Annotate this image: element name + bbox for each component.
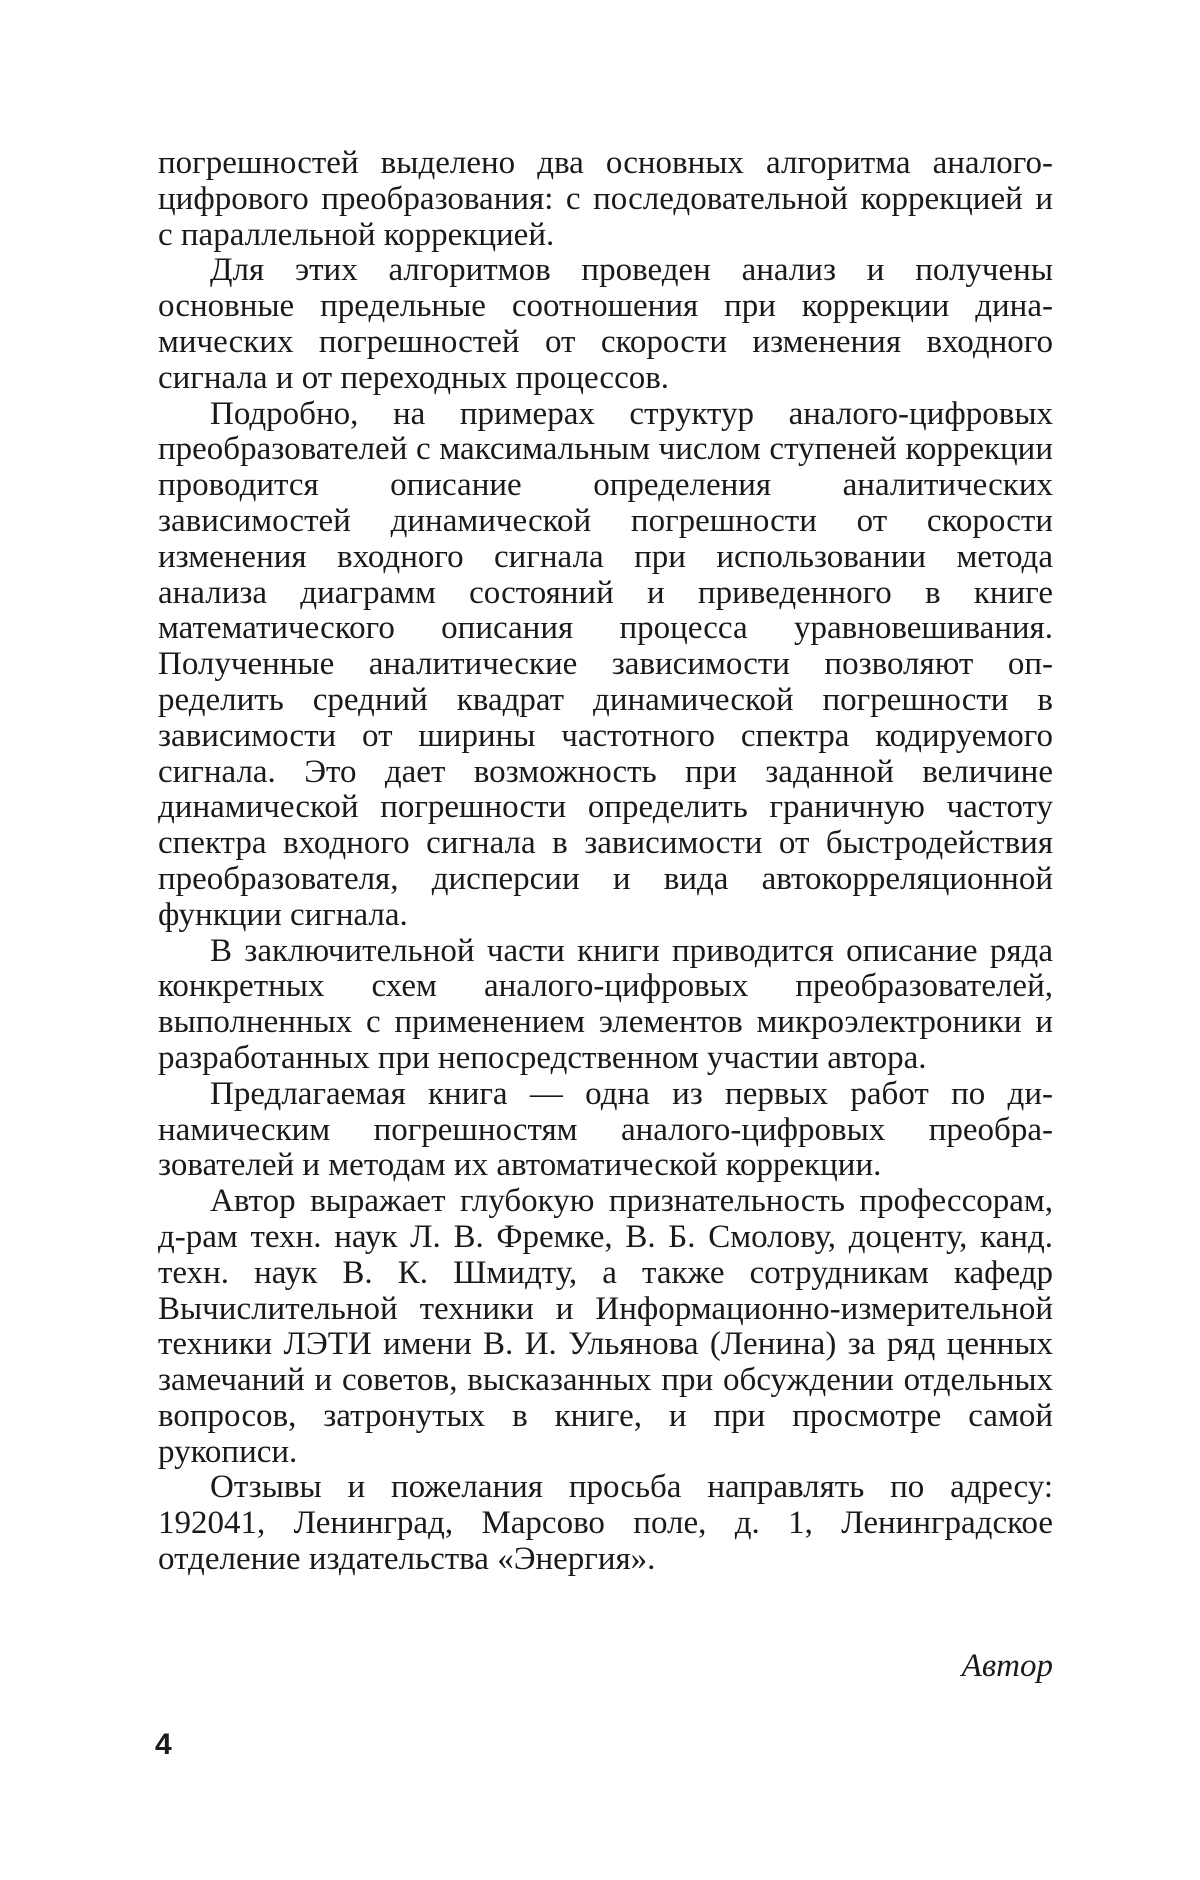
paragraph-algorithms-analysis: Для этих алгоритмов проведен анализ и получены основные предельные соотношения при коррекции динамических погрешностей от скорости изменения входного сигнала и от переходных процессов.: [158, 252, 1053, 396]
paragraph-feedback-address: Отзывы и пожелания просьба направлять по адресу: 192041, Ленинград, Марсово поле, д. 1, Ленинградское отделение издательства «Энергия».: [158, 1469, 1053, 1578]
author-signature: Автор: [961, 1648, 1053, 1684]
paragraph-book-significance: Предлагаемая книга — одна из первых работ по динамическим погрешностям аналого-цифровых преобразователей и методам их автоматической коррекции.: [158, 1075, 1053, 1184]
paragraph-detailed-description: Подробно, на примерах структур аналого-цифровых преобразователей с максимальным числом ступеней коррекции проводится описание определения аналитических зависимостей динамической погрешности от скорости изменения входного сигнала при использовании метода анализа диаграмм состояний и приведенного в книге математического описания процесса уравновешивания. Полученные аналитические зависимости позволяют определить средний квадрат динамической погрешности в зависимости от ширины частотного спектра кодируемого сигнала. Это дает возможность при заданной величине динамической погрешности определить граничную частоту спектра входного сигнала в зависимости от быстродействия преобразователя, дисперсии и вида автокорреляционной функции сигнала.: [158, 395, 1053, 933]
body-text: [158, 146, 1053, 1578]
paragraph-continuation: погрешностей выделено два основных алгоритма аналого-цифрового преобразования: с последовательной коррекцией и с параллельной коррекцией.: [158, 145, 1053, 253]
paragraph-final-part: В заключительной части книги приводится описание ряда конкретных схем аналого-цифровых преобразователей, выполненных с применением элементов микроэлектроники и разработанных при непосредственном участии автора.: [158, 932, 1053, 1076]
paragraph-acknowledgements: Автор выражает глубокую признательность профессорам, д-рам техн. наук Л. В. Фремке, В. Б. Смолову, доценту, канд. техн. наук В. К. Шмидту, а также сотрудникам кафедр Вычислительной техники и Информационно-измерительной техники ЛЭТИ имени В. И. Ульянова (Ленина) за ряд ценных замечаний и советов, высказанных при обсуждении отдельных вопросов, затронутых в книге, и при просмотре самой рукописи.: [158, 1183, 1053, 1470]
page-number: 4: [155, 1728, 172, 1761]
